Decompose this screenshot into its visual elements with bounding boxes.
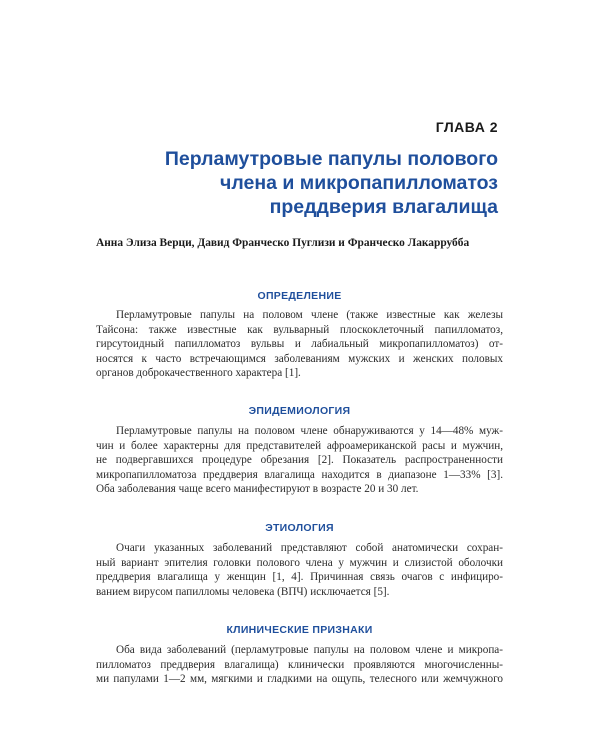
text-line: Оба заболевания чаще всего манифестируют в возрасте 20 и 30 лет.: [96, 483, 419, 496]
text-line: ный вариант эпителия головки полового члена у мужчин и слизистой оболочки: [96, 556, 503, 569]
section-text-etiology: [96, 541, 503, 599]
text-line: Перламутровые папулы на половом члене (также известные как железы: [116, 309, 503, 321]
section-heading-definition: ОПРЕДЕЛЕНИЕ: [257, 290, 342, 302]
section-heading-etiology: ЭТИОЛОГИЯ: [265, 522, 334, 534]
text-line: носятся к часто встречающимся заболеваниям мужских и женских половых: [96, 352, 503, 365]
text-line: чин и более характерны для представителей афроамериканской расы и мужчин,: [96, 439, 503, 452]
chapter-title-line: преддверия влагалища: [269, 196, 498, 218]
chapter-title: [78, 147, 498, 219]
text-line: Оба вида заболеваний (перламутровые папулы на половом члене и микропа-: [116, 644, 503, 656]
chapter-title-line: члена и микропапилломатоз: [220, 172, 498, 194]
text-line: пилломатоз преддверия влагалища) клинически проявляются многочисленны-: [96, 658, 503, 671]
section-heading-epidemiology: ЭПИДЕМИОЛОГИЯ: [248, 405, 351, 417]
chapter-title-line: Перламутровые папулы полового: [164, 148, 498, 170]
text-line: преддверия влагалища у женщин [1, 4]. Причинная связь очагов с инфициро-: [96, 571, 503, 584]
text-line: Тайсона: также известные как вульварный плоскоклеточный папилломатоз,: [96, 323, 503, 336]
section-text-epidemiology: [96, 424, 503, 497]
text-line: органов доброкачественного характера [1].: [96, 367, 301, 380]
text-line: ванием вирусом папилломы человека (ВПЧ) исключается [5].: [96, 585, 390, 598]
section-heading-clinical-signs: КЛИНИЧЕСКИЕ ПРИЗНАКИ: [226, 624, 373, 636]
authors: Анна Элиза Верци, Давид Франческо Пуглизи и Франческо Лакаррубба: [96, 237, 470, 249]
text-line: микропапилломатоза преддверия влагалища находится в диапазоне 1—33% [3].: [96, 468, 503, 481]
section-text-definition: [96, 308, 503, 381]
text-line: ми папулами 1—2 мм, мягкими и гладкими на ощупь, телесного или жемчужного: [96, 673, 503, 686]
section-text-clinical-signs: [96, 643, 503, 687]
text-line: Очаги указанных заболеваний представляют собой анатомически сохран-: [116, 542, 503, 554]
text-line: Перламутровые папулы на половом члене обнаруживаются у 14—48% муж-: [116, 425, 503, 437]
text-line: не подвергавшихся процедуре обрезания [2]. Показатель распространенности: [96, 454, 503, 467]
text-line: гирсутоидный папилломатоз вульвы и лабиальный микропапилломатоз) от-: [96, 338, 503, 351]
chapter-label: ГЛАВА 2: [435, 119, 498, 135]
